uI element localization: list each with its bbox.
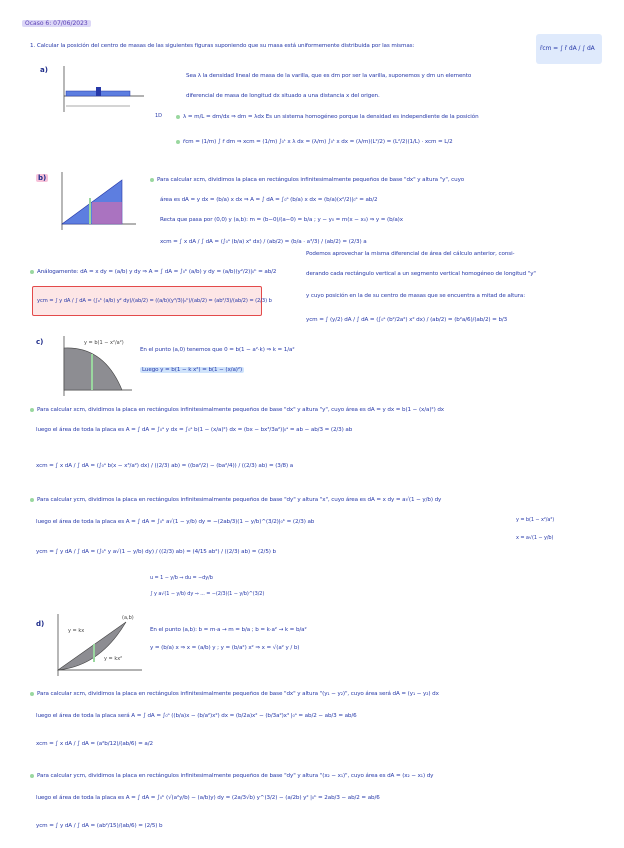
part-c-side2: x = a√(1 − y/b) — [516, 535, 554, 541]
part-c-line8: ycm = ∫ y dA / ∫ dA = (∫₀ᵇ y a√(1 − y/b) dy) / ((2/3) ab) = (4/15 ab²) / ((2/3) ab) = (2/5) b — [36, 549, 276, 555]
strip-highlight — [92, 202, 122, 224]
part-c-line4: luego el área de toda la placa es A = ∫ dA = ∫₀ᵃ y dx = ∫₀ᵃ b(1 − (x/a)²) dx = (bx − bx³/3a²)|₀ᵃ = ab − ab/3 = (2/3) ab — [36, 427, 353, 433]
bullet-icon — [176, 140, 180, 144]
part-b-analog: Análogamente: dA = x dy = (a/b) y dy ⇒ A = ∫ dA = ∫₀ᵇ (a/b) y dy = (a/b)(y²/2)|₀ᵇ = ab/2 — [30, 268, 276, 276]
part-b-line4: xcm = ∫ x dA / ∫ dA = (∫₀ᵃ (b/a) x² dx) / (ab/2) = (b/a · a³/3) / (ab/2) = (2/3) a — [160, 239, 367, 245]
bullet-icon — [30, 270, 34, 274]
part-c-sub1: u = 1 − y/b ⇒ du = −dy/b — [150, 575, 213, 581]
part-c-line1: En el punto (a,0) tenemos que 0 = b(1 − a²·k) ⇒ k = 1/a² — [140, 347, 295, 353]
page-title: Ocaso 6: 07/06/2023 — [22, 20, 91, 27]
curve2-label: y = kx² — [104, 656, 123, 662]
part-a-line1: Sea λ la densidad lineal de masa de la varilla, que es dm por ser la varilla, suponemos y dm un elemento — [186, 73, 472, 79]
bullet-icon — [30, 408, 34, 412]
dm-element — [96, 87, 101, 96]
part-b-line3: Recta que pasa por (0,0) y (a,b): m = (b−0)/(a−0) = b/a ; y − y₀ = m(x − x₀) ⇒ y = (b/a)x — [160, 217, 403, 223]
part-c-line7: luego el área de toda la placa es A = ∫ dA = ∫₀ᵇ a√(1 − y/b) dy = −(2ab/3)(1 − y/b)^(3/2)|₀ᵇ = (2/3) ab — [36, 519, 315, 525]
point-label: (a,b) — [122, 615, 134, 621]
curve1-label: y = kx — [68, 628, 85, 634]
part-a-line3: λ = m/L = dm/dx ⇒ dm = λdx Es un sistema homogéneo porque la densidad es independiente de la posición — [176, 113, 479, 121]
part-d-line3: Para calcular xcm, dividimos la placa en rectángulos infinitesimalmente pequeños de base "dx" y altura "(y₁ − y₂)", cuyo área será dA = (y₁ − y₂) dx — [30, 690, 439, 698]
cm-formula: r̄cm = ∫ r̄ dA / ∫ dA — [540, 45, 595, 52]
part-d-label: d) — [36, 620, 45, 628]
curve-label: y = b(1 − x²/a²) — [84, 340, 124, 346]
part-a-line4: r̄cm = (1/m) ∫ r̄ dm ⇒ xcm = (1/m) ∫₀ᴸ x λ dx = (λ/m) ∫₀ᴸ x dx = (λ/m)(L²/2) = (L²/2)(1/L) · xcm = L/2 — [176, 138, 453, 146]
part-c-line2: Luego y = b(1 − k x²) = b(1 − (x/a)²) — [142, 367, 243, 373]
part-a-dim: 1D — [155, 113, 162, 119]
part-c-line6: Para calcular ycm, dividimos la placa en rectángulos infinitesimalmente pequeños de base "dy" y altura "x", cuyo área es dA = x dy = a√(1 − y/b) dy — [30, 496, 441, 504]
cm-formula-box — [536, 34, 602, 64]
part-b-note3: y cuyo posición en la de su centro de masas que se encuentra a mitad de altura: — [306, 293, 525, 299]
part-d-line8: ycm = ∫ y dA / ∫ dA = (ab²/15)/(ab/6) = (2/5) b — [36, 823, 163, 829]
part-d-line1: En el punto (a,b): b = m·a → m = b/a ; b = k·a² → k = b/a² — [150, 627, 307, 633]
boxed-result — [32, 286, 272, 316]
rod-diagram — [58, 62, 148, 118]
part-c-side1: y = b(1 − x²/a²) — [516, 517, 555, 523]
part-d-line4: luego el área de toda la placa será A = ∫ dA = ∫₀ᵃ ((b/a)x − (b/a²)x²) dx = (b/2a)x² − (b/3a²)x³ |₀ᵃ = ab/2 − ab/3 = ab/6 — [36, 713, 357, 719]
part-d-line5: xcm = ∫ x dA / ∫ dA = (a²b/12)/(ab/6) = a/2 — [36, 741, 153, 747]
problem-statement: 1. Calcular la posición del centro de masas de las siguientes figuras suponiendo que su masa está uniformemente distribuida por las mismas: — [30, 43, 415, 49]
part-b-note1: Podemos aprovechar la misma diferencial de área del cálculo anterior, consi- — [306, 251, 515, 257]
bullet-icon — [30, 692, 34, 696]
part-b-note4: ycm = ∫ (y/2) dA / ∫ dA = (∫₀ᵃ (b²/2a²) x² dx) / (ab/2) = (b²a/6)/(ab/2) = b/3 — [306, 317, 508, 323]
part-b-label: b) — [38, 174, 47, 182]
part-c-line5: xcm = ∫ x dA / ∫ dA = (∫₀ᵃ b(x − x³/a²) dx) / ((2/3) ab) = ((ba²/2) − (ba²/4)) / ((2/3) ab) = (3/8) a — [36, 463, 294, 469]
part-c-label: c) — [36, 338, 44, 346]
part-b-line2: área es dA = y dx = (b/a) x dx ⇒ A = ∫ dA = ∫₀ᵃ (b/a) x dx = (b/a)(x²/2)|₀ᵃ = ab/2 — [160, 197, 378, 203]
bullet-icon — [30, 498, 34, 502]
part-b-note2: derando cada rectángulo vertical a un segmento vertical homogéneo de longitud "y" — [306, 271, 536, 277]
bullet-icon — [30, 774, 34, 778]
part-d-line7: luego el área de toda la placa es A = ∫ dA = ∫₀ᵇ (√(a²y/b) − (a/b)y) dy = (2a/3√b) y^(3/2) − (a/2b) y² |₀ᵇ = 2ab/3 − ab/2 = ab/6 — [36, 795, 380, 801]
part-c-line3: Para calcular xcm, dividimos la placa en rectángulos infinitesimalmente pequeños de base "dx" y altura "y", cuyo área es dA = y dx = b(1 − (x/a)²) dx — [30, 406, 444, 414]
bullet-icon — [150, 178, 154, 182]
part-d-line2: y = (b/a) x ⇒ x = (a/b) y ; y = (b/a²) x² ⇒ x = √(a² y / b) — [150, 645, 300, 651]
triangle-diagram — [56, 168, 140, 240]
bullet-icon — [176, 115, 180, 119]
part-a-line2: diferencial de masa de longitud dx situado a una distancia x del origen. — [186, 93, 380, 99]
part-a-label: a) — [40, 66, 48, 74]
part-d-line6: Para calcular ycm, dividimos la placa en rectángulos infinitesimalmente pequeños de base "dy" y altura "(x₂ − x₁)", cuyo área es dA = (x₂ − x₁) dy — [30, 772, 433, 780]
part-b-line1: Para calcular xcm, dividimos la placa en rectángulos infinitesimalmente pequeños de base "dx" y altura "y", cuyo — [150, 176, 464, 184]
parabola-diagram — [52, 332, 136, 402]
region-diagram — [50, 610, 146, 682]
boxed-result-text: ycm = ∫ y dA / ∫ dA = (∫₀ᵇ (a/b) y² dy)/(ab/2) = ((a/b)(y³/3)|₀ᵇ)/(ab/2) = (ab²/3)/(ab/2) = (2/3) b — [37, 298, 272, 304]
part-c-sub2: ∫ y a√(1 − y/b) dy ⇒ ... = −(2/3)(1 − y/b)^(3/2) — [150, 591, 265, 597]
